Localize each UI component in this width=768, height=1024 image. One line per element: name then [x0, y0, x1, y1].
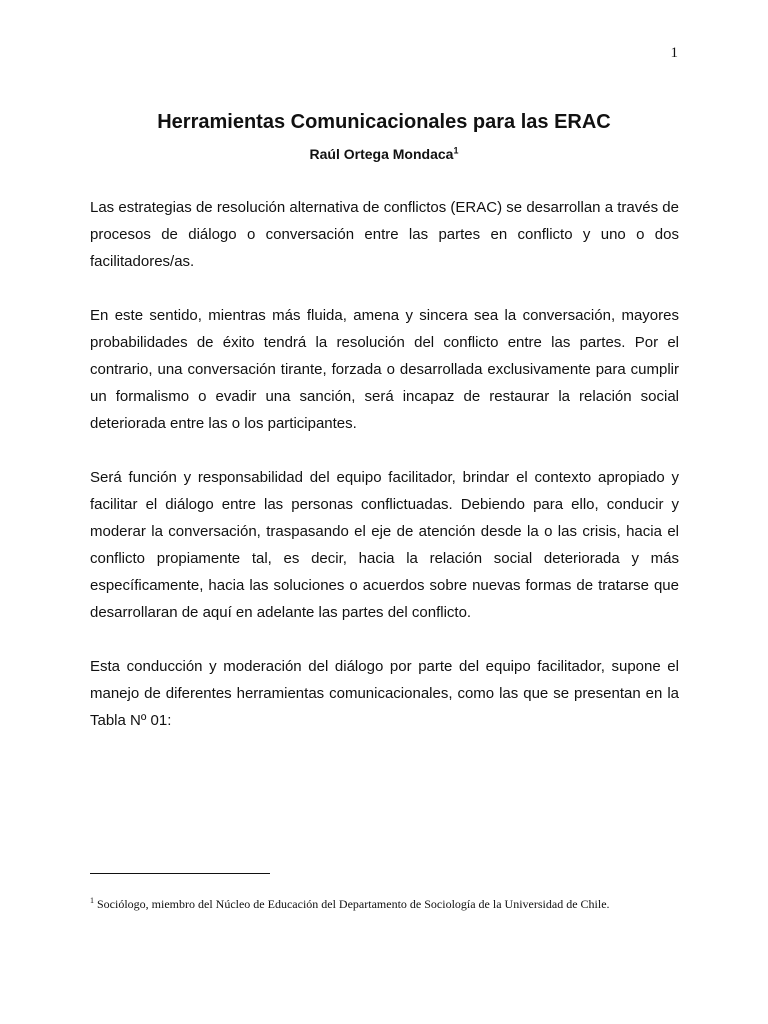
footnote-separator: [90, 873, 270, 874]
page-number: 1: [670, 45, 678, 61]
paragraph-1: Las estrategias de resolución alternativa de conflictos (ERAC) se desarrollan a través de procesos de diálogo o conversación entre las partes en conflicto y uno o dos facilitadores/as.: [90, 199, 679, 270]
author-name: Raúl Ortega Mondaca: [309, 146, 454, 162]
document-title: Herramientas Comunicacionales para las ERAC: [157, 111, 611, 133]
paragraph-3: Será función y responsabilidad del equipo facilitador, brindar el contexto apropiado y facilitar el diálogo entre las personas conflictuadas. Debiendo para ello, conducir y moderar la conversación, traspasando el eje de atención desde la o las crisis, hacia el conflicto propiamente tal, es decir, hacia la relación social deteriorada y más específicamente, hacia las soluciones o acuerdos sobre nuevas formas de tratarse que desarrollaran de aquí en adelante las partes del conflicto.: [90, 469, 679, 621]
author-footnote-ref[interactable]: 1: [453, 145, 459, 156]
body-text: [90, 194, 679, 761]
footnote: [90, 897, 690, 912]
paragraph-4: Esta conducción y moderación del diálogo por parte del equipo facilitador, supone el manejo de diferentes herramientas comunicacionales, como las que se presentan en la Tabla Nº 01:: [90, 658, 679, 729]
footnote-text: Sociólogo, miembro del Núcleo de Educación del Departamento de Sociología de la Universidad de Chile.: [97, 897, 610, 911]
footnote-marker: 1: [90, 896, 94, 905]
author-line: [0, 146, 768, 162]
paragraph-2: En este sentido, mientras más fluida, amena y sincera sea la conversación, mayores probabilidades de éxito tendrá la resolución del conflicto entre las partes. Por el contrario, una conversación tirante, forzada o desarrollada exclusivamente para cumplir un formalismo o evadir una sanción, será incapaz de restaurar la relación social deteriorada entre las o los participantes.: [90, 307, 679, 432]
